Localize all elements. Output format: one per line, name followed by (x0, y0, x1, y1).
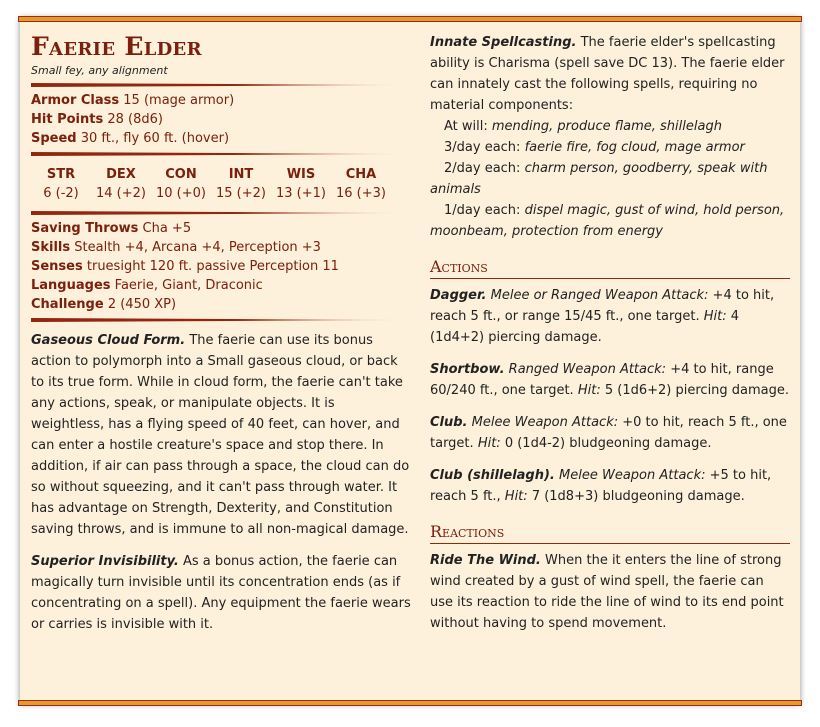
ability-scores (31, 166, 391, 205)
right-column (430, 32, 790, 634)
spell-list: faerie fire, fog cloud, mage armor (524, 140, 745, 155)
action-title: Shortbow. (430, 362, 505, 377)
hit-points (31, 110, 411, 129)
spells-3-day (430, 137, 790, 158)
hit-label: Hit: (504, 489, 528, 504)
attack-text: +5 to hit, reach 5 ft., (430, 468, 772, 504)
divider (31, 152, 411, 156)
challenge-label: Challenge (31, 297, 104, 312)
attack-text: +0 to hit, reach 5 ft., one target. (430, 415, 787, 451)
ac-value: 15 (mage armor) (123, 93, 235, 108)
spells-1-day (430, 200, 790, 242)
damage-text: 7 (1d8+3) bludgeoning damage. (531, 489, 745, 504)
actions-header: Actions (430, 256, 790, 279)
divider (31, 318, 411, 322)
senses (31, 257, 411, 276)
ability-con (151, 166, 211, 205)
hit-label: Hit: (477, 436, 501, 451)
challenge (31, 295, 411, 314)
ability-value: 13 (+1) (276, 186, 326, 201)
bottom-border (18, 700, 802, 706)
action-club (430, 412, 790, 454)
challenge-value: 2 (450 XP) (107, 297, 177, 312)
hp-label: Hit Points (31, 112, 104, 127)
skills-value: Stealth +4, Arcana +4, Perception +3 (74, 240, 321, 255)
action-club-shillelagh (430, 465, 790, 507)
attack-type: Melee Weapon Attack: (471, 415, 619, 430)
skills-label: Skills (31, 240, 71, 255)
top-border (18, 16, 802, 22)
saves-label: Saving Throws (31, 221, 139, 236)
ability-name: WIS (286, 167, 316, 182)
creature-subtitle: Small fey, any alignment (31, 64, 168, 77)
reaction-title: Ride The Wind. (430, 553, 541, 568)
saving-throws (31, 219, 411, 238)
ability-wis (271, 166, 331, 205)
spells-2-day (430, 158, 790, 200)
action-title: Club. (430, 415, 468, 430)
divider (31, 211, 411, 215)
trait-text: The faerie can use its bonus action to polymorph into a Small gaseous cloud, or back to its true form. While in cloud form, the faerie can't take any actions, speak, or manipulate objects. It is weightless, has a flying speed of 40 feet, can hover, and can enter a hostile creature's space and stop there. In addition, if air can pass through a space, the cloud can do so without squeezing, and it can't pass through water. It has advantage on Strength, Dexterity, and Constitution saving throws, and is immune to all non-magical damage. (31, 333, 410, 537)
hp-value: 28 (8d6) (107, 112, 163, 127)
attack-text: +4 to hit, range 60/240 ft., one target. (430, 362, 774, 398)
reaction-text: When the it enters the line of strong wind created by a gust of wind spell, the faerie can use its reaction to ride the line of wind to its end point without having to spend movement. (430, 553, 784, 631)
languages (31, 276, 411, 295)
damage-text: 0 (1d4-2) bludgeoning damage. (504, 436, 712, 451)
attack-type: Melee Weapon Attack: (559, 468, 706, 483)
senses-label: Senses (31, 259, 83, 274)
saves-value: Cha +5 (142, 221, 192, 236)
spell-list: dispel magic, gust of wind, hold person, moonbeam, protection from energy (430, 203, 785, 239)
trait-title: Superior Invisibility. (31, 554, 179, 569)
languages-label: Languages (31, 278, 111, 293)
trait-gaseous-cloud-form (31, 330, 411, 540)
languages-value: Faerie, Giant, Draconic (114, 278, 263, 293)
hit-label: Hit: (577, 383, 601, 398)
trait-text: The faerie elder's spellcasting ability is Charisma (spell save DC 13). The faerie elder can innately cast the following spells, requiring no material components: (430, 35, 785, 113)
trait-text: As a bonus action, the faerie can magically turn invisible until its concentration ends (as if concentrating on a spell). Any equipment the faerie wears or carries is invisible with it. (31, 554, 411, 632)
spell-frequency: 1/day each: (444, 203, 521, 218)
action-dagger (430, 285, 790, 348)
trait-title: Innate Spellcasting. (430, 35, 577, 50)
hit-label: Hit: (703, 309, 727, 324)
speed-label: Speed (31, 131, 77, 146)
senses-value: truesight 120 ft. passive Perception 11 (86, 259, 339, 274)
ability-name: CON (165, 167, 197, 182)
ability-name: CHA (345, 167, 377, 182)
trait-superior-invisibility (31, 551, 411, 635)
left-column (31, 32, 411, 635)
attack-type: Ranged Weapon Attack: (508, 362, 667, 377)
action-title: Club (shillelagh). (430, 468, 555, 483)
ability-name: STR (46, 167, 76, 182)
action-shortbow (430, 359, 790, 401)
speed-value: 30 ft., fly 60 ft. (hover) (80, 131, 230, 146)
action-title: Dagger. (430, 288, 487, 303)
spell-list: mending, produce flame, shillelagh (491, 119, 722, 134)
ability-cha (331, 166, 391, 205)
spell-frequency: 3/day each: (444, 140, 521, 155)
attack-type: Melee or Ranged Weapon Attack: (490, 288, 709, 303)
speed (31, 129, 411, 148)
reaction-ride-the-wind (430, 550, 790, 634)
ability-dex (91, 166, 151, 205)
ac-label: Armor Class (31, 93, 120, 108)
spell-frequency: 2/day each: (444, 161, 521, 176)
trait-title: Gaseous Cloud Form. (31, 333, 186, 348)
spell-frequency: At will: (444, 119, 488, 134)
spells-at-will (430, 116, 790, 137)
ability-value: 6 (-2) (43, 186, 79, 201)
ability-value: 16 (+3) (336, 186, 386, 201)
damage-text: 4 (1d4+2) piercing damage. (430, 309, 740, 345)
creature-name: Faerie Elder (31, 32, 202, 61)
ability-value: 15 (+2) (216, 186, 266, 201)
ability-int (211, 166, 271, 205)
damage-text: 5 (1d6+2) piercing damage. (604, 383, 790, 398)
attack-text: +4 to hit, reach 5 ft., or range 15/45 ft., one target. (430, 288, 775, 324)
ability-name: DEX (106, 167, 136, 182)
ability-value: 10 (+0) (156, 186, 206, 201)
armor-class (31, 91, 411, 110)
innate-spellcasting (430, 32, 790, 116)
spell-list: charm person, goodberry, speak with animals (430, 161, 768, 197)
divider (31, 83, 411, 87)
skills (31, 238, 411, 257)
ability-name: INT (228, 167, 254, 182)
reactions-header: Reactions (430, 521, 790, 544)
ability-str (31, 166, 91, 205)
stat-block (20, 18, 800, 704)
ability-value: 14 (+2) (96, 186, 146, 201)
